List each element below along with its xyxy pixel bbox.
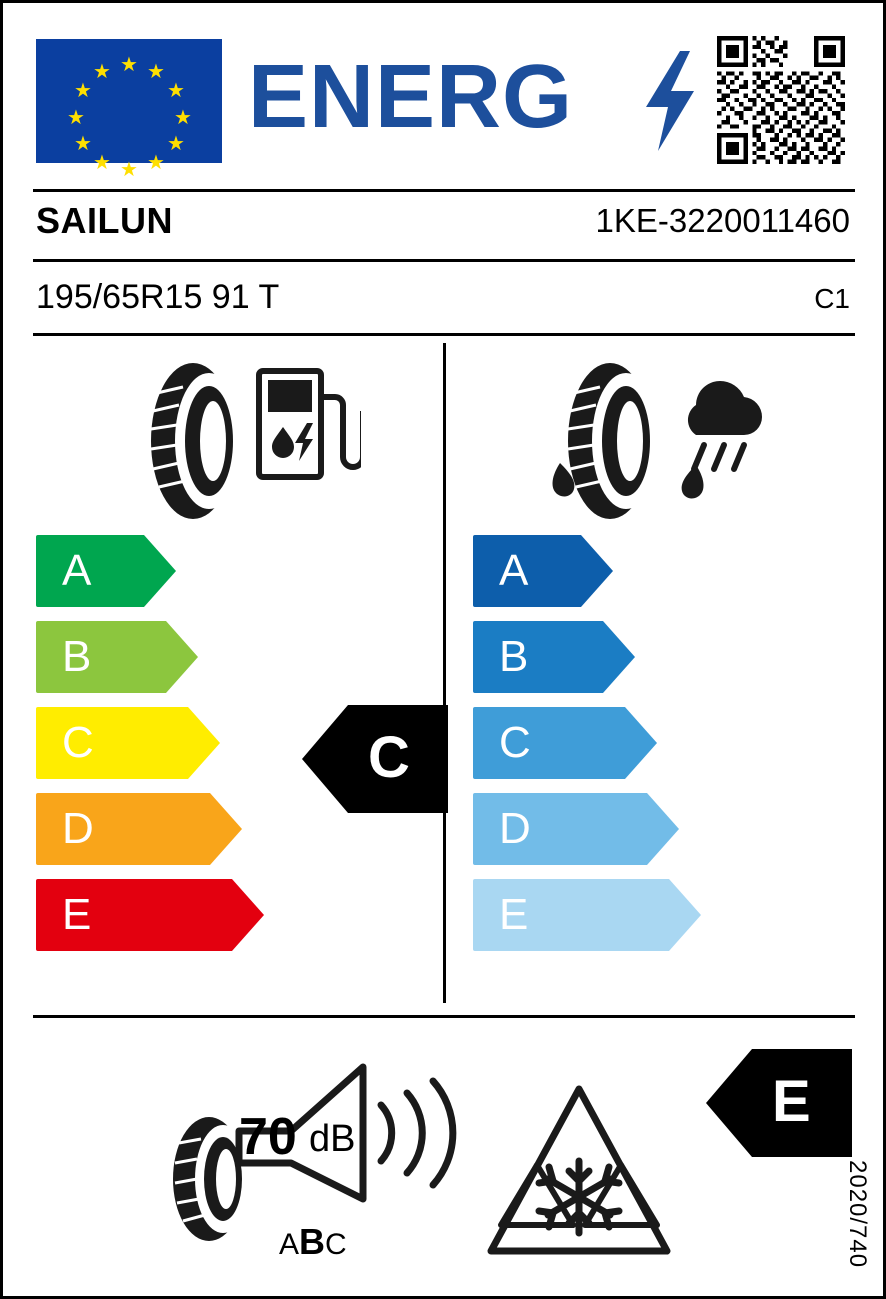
noise-class-c: C — [325, 1228, 347, 1261]
fuel-grade-a-letter: A — [62, 546, 92, 595]
three-peak-mountain-snowflake-icon — [481, 1085, 677, 1257]
fuel-grade-c-letter: C — [62, 718, 94, 767]
label-year-code: 2020/740 — [844, 1159, 871, 1268]
type-code: 1KE-3220011460 — [595, 202, 850, 239]
tyre-class: C1 — [814, 283, 850, 314]
divider-bottom — [33, 1015, 855, 1018]
wet-grade-e-letter: E — [499, 890, 529, 939]
label-bottom — [3, 1025, 886, 1299]
wet-grade-a-letter: A — [499, 546, 529, 595]
divider-vertical — [443, 343, 446, 1003]
noise-db-unit: dB — [309, 1118, 356, 1160]
fuel-grade-b-letter: B — [62, 632, 92, 681]
wet-grip-selected-letter: E — [772, 1069, 811, 1134]
fuel-grade-d-letter: D — [62, 804, 94, 853]
noise-class-b-selected: B — [299, 1221, 326, 1262]
qr-code-icon — [717, 36, 845, 164]
divider-brand — [33, 259, 855, 262]
wet-grade-c-letter: C — [499, 718, 531, 767]
noise-class-a: A — [279, 1228, 300, 1261]
divider-size — [33, 333, 855, 336]
fuel-efficiency-selected-letter: C — [368, 725, 410, 790]
tyre-fuel-pump-icon — [131, 353, 361, 523]
wet-grade-b-letter: B — [499, 632, 529, 681]
energy-wordmark: ENERG — [248, 47, 574, 147]
brand-name: SAILUN — [36, 200, 173, 241]
fuel-grade-e-letter: E — [62, 890, 92, 939]
fuel-efficiency-selected-marker — [302, 705, 448, 813]
eu-flag-icon: ★ ★ ★ ★ ★ ★ ★ ★ ★ ★ ★ ★ — [36, 39, 222, 163]
wet-grade-d-letter: D — [499, 804, 531, 853]
tyre-rain-cloud-icon — [528, 353, 788, 523]
fuel-efficiency-section — [36, 343, 441, 1008]
divider-header — [33, 189, 855, 192]
noise-class-scale — [279, 1221, 347, 1262]
tyre-size: 195/65R15 91 T — [36, 278, 280, 316]
label-header — [3, 3, 886, 189]
lightning-bolt-icon — [644, 51, 696, 151]
wet-grip-section — [473, 343, 853, 1134]
noise-db-value: 70 — [239, 1108, 297, 1166]
